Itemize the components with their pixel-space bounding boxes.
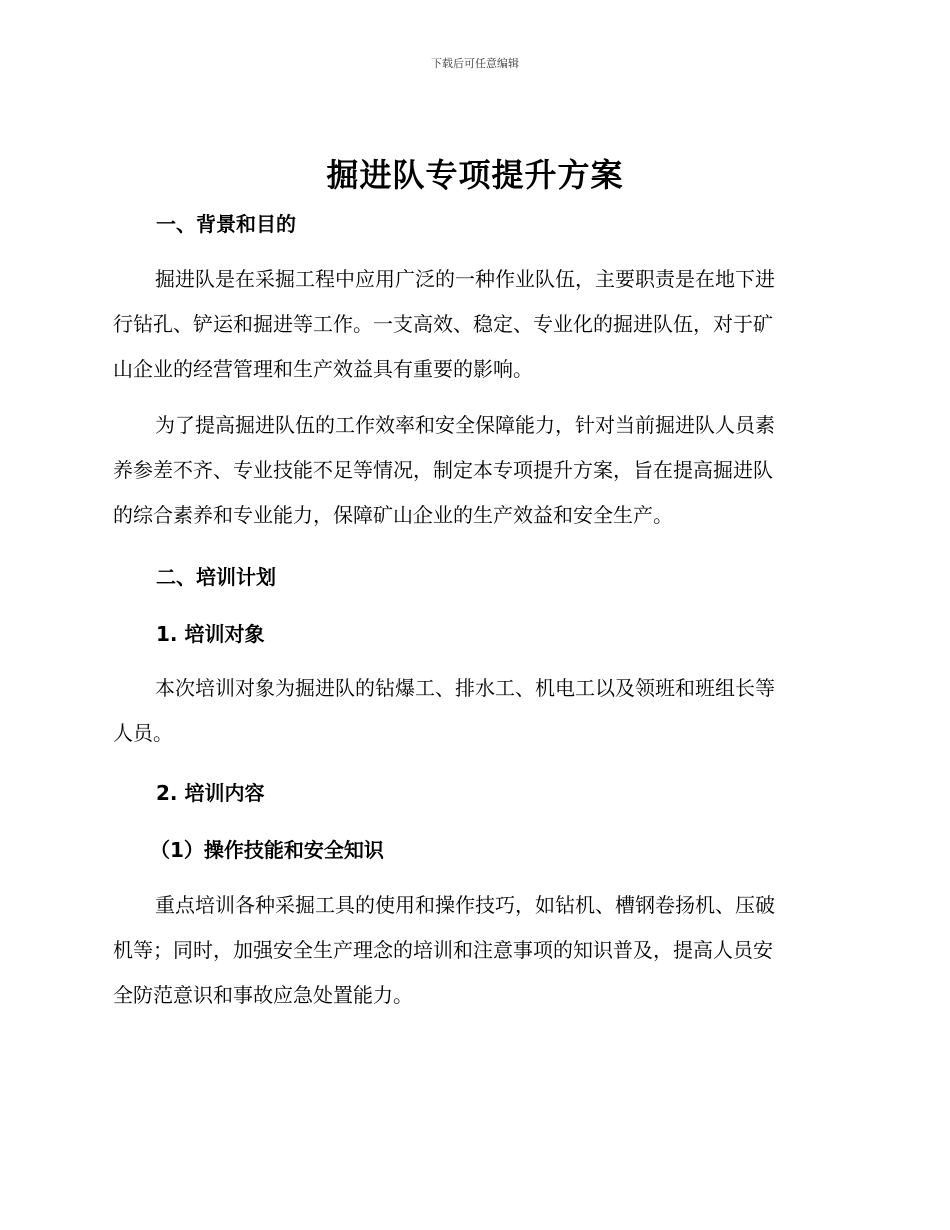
section-heading-background: 一、背景和目的 [156, 212, 296, 236]
paragraph-line: 山企业的经营管理和生产效益具有重要的影响。 [113, 357, 533, 381]
header-note: 下载后可任意编辑 [431, 57, 519, 70]
subheading-training-content: 2. 培训内容 [156, 781, 265, 805]
paragraph-background-2 [113, 403, 835, 538]
paragraph-line: 机等；同时，加强安全生产理念的培训和注意事项的知识普及，提高人员安 [113, 938, 773, 962]
paragraph-line: 行钻孔、铲运和掘进等工作。一支高效、稳定、专业化的掘进队伍，对于矿 [113, 312, 773, 336]
paragraph-background-1 [113, 257, 835, 392]
document-title: 掘进队专项提升方案 [326, 156, 624, 194]
paragraph-line: 掘进队是在采掘工程中应用广泛的一种作业队伍，主要职责是在地下进 [155, 267, 775, 291]
item-heading-skills-safety: （1）操作技能和安全知识 [150, 838, 384, 862]
paragraph-line: 重点培训各种采掘工具的使用和操作技巧，如钻机、槽钢卷扬机、压破 [155, 893, 775, 917]
paragraph-line: 全防范意识和事故应急处置能力。 [113, 983, 413, 1007]
subheading-training-target: 1. 培训对象 [156, 622, 265, 646]
paragraph-line: 为了提高掘进队伍的工作效率和安全保障能力，针对当前掘进队人员素 [155, 413, 775, 437]
paragraph-line: 的综合素养和专业能力，保障矿山企业的生产效益和安全生产。 [113, 503, 673, 527]
section-heading-training-plan: 二、培训计划 [156, 565, 276, 589]
paragraph-line: 养参差不齐、专业技能不足等情况，制定本专项提升方案，旨在提高掘进队 [113, 458, 773, 482]
paragraph-skills-safety [113, 883, 835, 1018]
paragraph-training-target [113, 666, 835, 756]
paragraph-line: 人员。 [113, 721, 173, 745]
paragraph-line: 本次培训对象为掘进队的钻爆工、排水工、机电工以及领班和班组长等 [155, 676, 775, 700]
